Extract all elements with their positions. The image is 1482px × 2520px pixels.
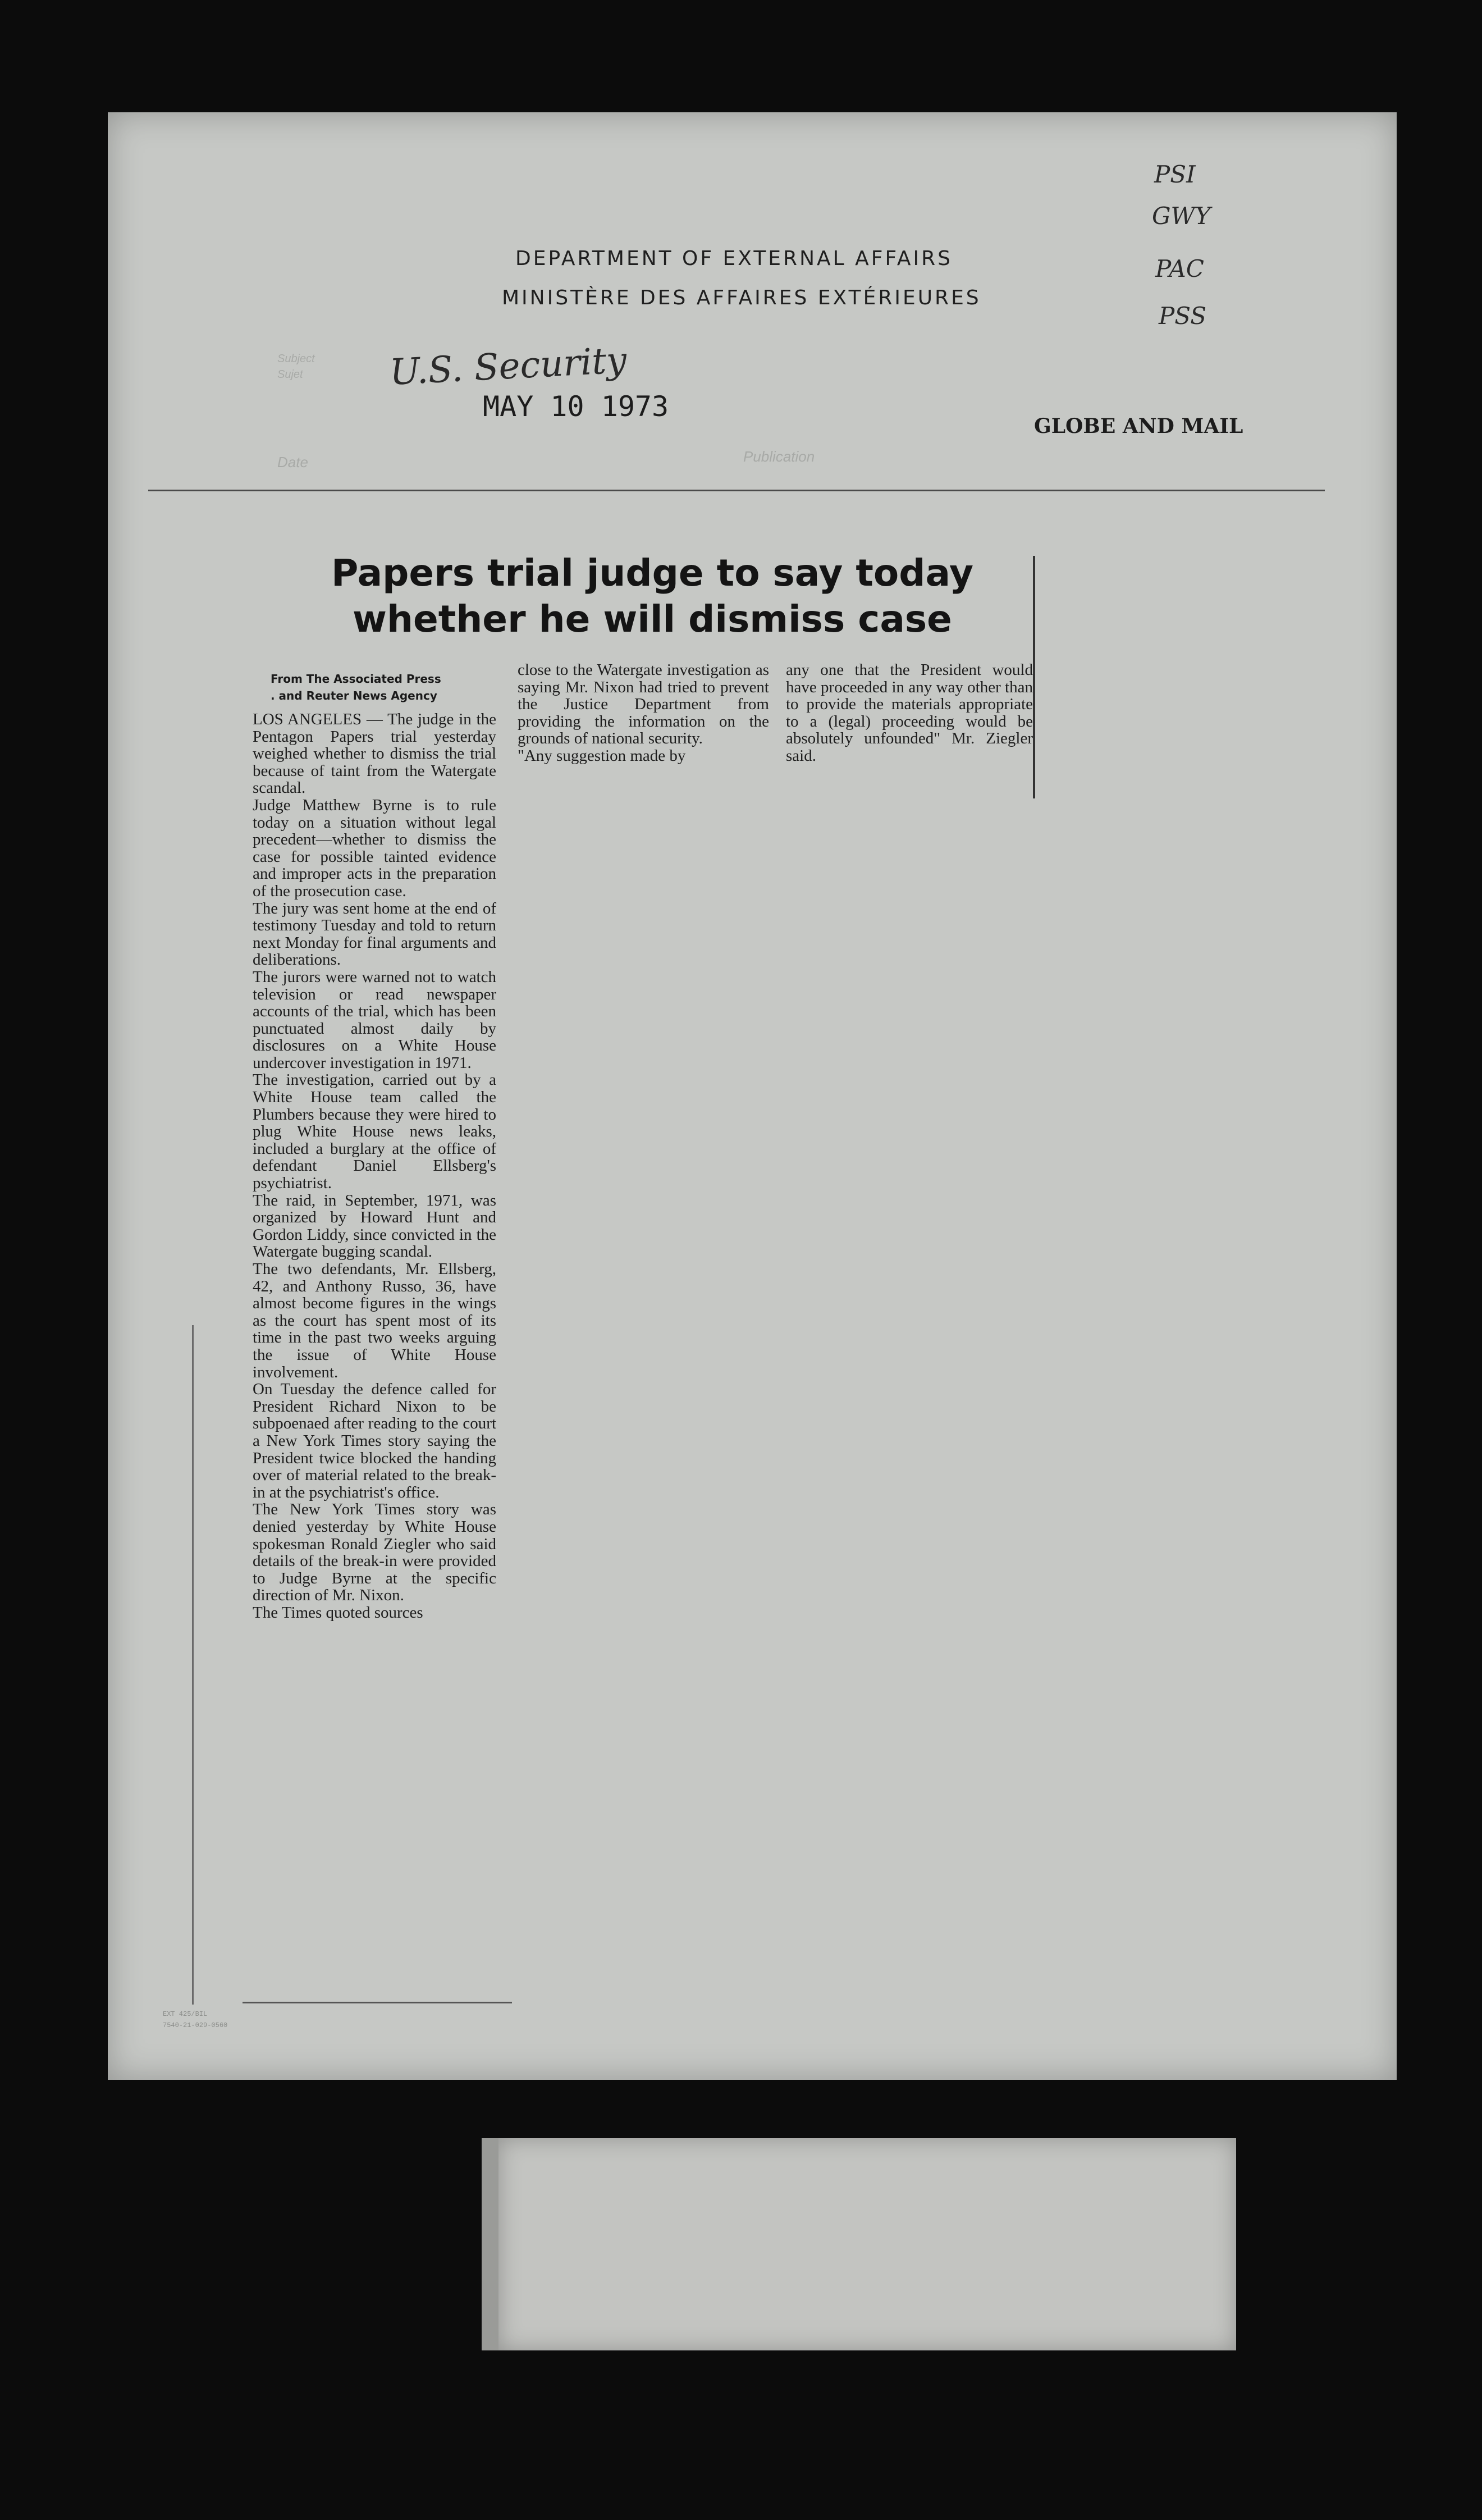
label-sujet: Sujet (277, 368, 303, 381)
publication-stamp: GLOBE AND MAIL (1034, 414, 1243, 438)
article-column-1: LOS ANGELES — The judge in the Pentagon Papers trial yesterday weighed whether to dismiss the trial because of taint from the Watergate scandal. Judge Matthew Byrne is to rule today on a situation without legal precedent—whether to dismiss the case for possible tainted evidence and improper acts in the preparation of the prosecution case. The jury was sent home at the end of testimony Tuesday and told to return next Monday for final arguments and deliberations. The jurors were warned not to watch television or read newspaper accounts of the trial, which has been punctuated almost daily by disclosures on a White House undercover investigation in 1971. The investigation, carried out by a White House team called the Plumbers because they were hired to plug White House news leaks, included a burglary at the office of defendant Daniel Ellsberg's psychiatrist. The raid, in September, 1971, was organized by Howard Hunt and Gordon Liddy, since convicted in the Watergate bugging scandal. The two defendants, Mr. Ellsberg, 42, and Anthony Russo, 36, have almost become figures in the wings as the court has spent most of its time in the past two weeks arguing the issue of White House involvement. On Tuesday the defence called for President Richard Nixon to be subpoenaed after reading to the court a New York Times story saying the President twice blocked the handing over of material related to the break-in at the psychiatrist's office. The New York Times story was denied yesterday by White House spokesman Ronald Ziegler who said details of the break-in were provided to Judge Byrne at the specific direction of Mr. Nixon. The Times quoted sources (253, 710, 496, 1622)
byline-line-1: From The Associated Press (271, 672, 441, 686)
routing-initial-4: PSS (1159, 302, 1207, 330)
article-headline: Papers trial judge to say today whether he will dismiss case (331, 551, 973, 641)
date-stamp: MAY 10 1973 (483, 390, 669, 423)
clipping-right-edge (1033, 556, 1035, 798)
clipping-bottom-edge (243, 2002, 512, 2003)
form-code-line-2: 7540-21-029-0560 (163, 2021, 228, 2029)
department-name-english: DEPARTMENT OF EXTERNAL AFFAIRS (515, 247, 953, 270)
article-column-2: close to the Watergate investigation as saying Mr. Nixon had tried to prevent the Justice Department from providing the information on the grounds of national security. "Any suggestion made by (518, 661, 769, 765)
article-column-3: any one that the President would have proceeded in any way other than to provide the materials appropriate to a (legal) proceeding would be absolutely unfounded" Mr. Ziegler said. (786, 661, 1033, 765)
clipping-left-edge (192, 1325, 194, 2005)
routing-initial-2: GWY (1152, 202, 1211, 230)
handwritten-subject: U.S. Security (388, 339, 628, 394)
label-publication: Publication (743, 448, 815, 465)
article-byline (271, 670, 495, 704)
blank-film-slip (482, 2138, 1236, 2350)
byline-line-2: . and Reuter News Agency (271, 689, 437, 702)
routing-initial-1: PSI (1154, 161, 1196, 188)
header-divider (148, 490, 1325, 491)
department-name-french: MINISTÈRE DES AFFAIRES EXTÉRIEURES (502, 286, 981, 309)
clipping-sheet (108, 112, 1397, 2080)
form-code-line-1: EXT 425/BIL (163, 2010, 208, 2018)
routing-initial-3: PAC (1155, 255, 1204, 282)
label-date: Date (277, 454, 308, 471)
label-subject: Subject (277, 353, 315, 365)
